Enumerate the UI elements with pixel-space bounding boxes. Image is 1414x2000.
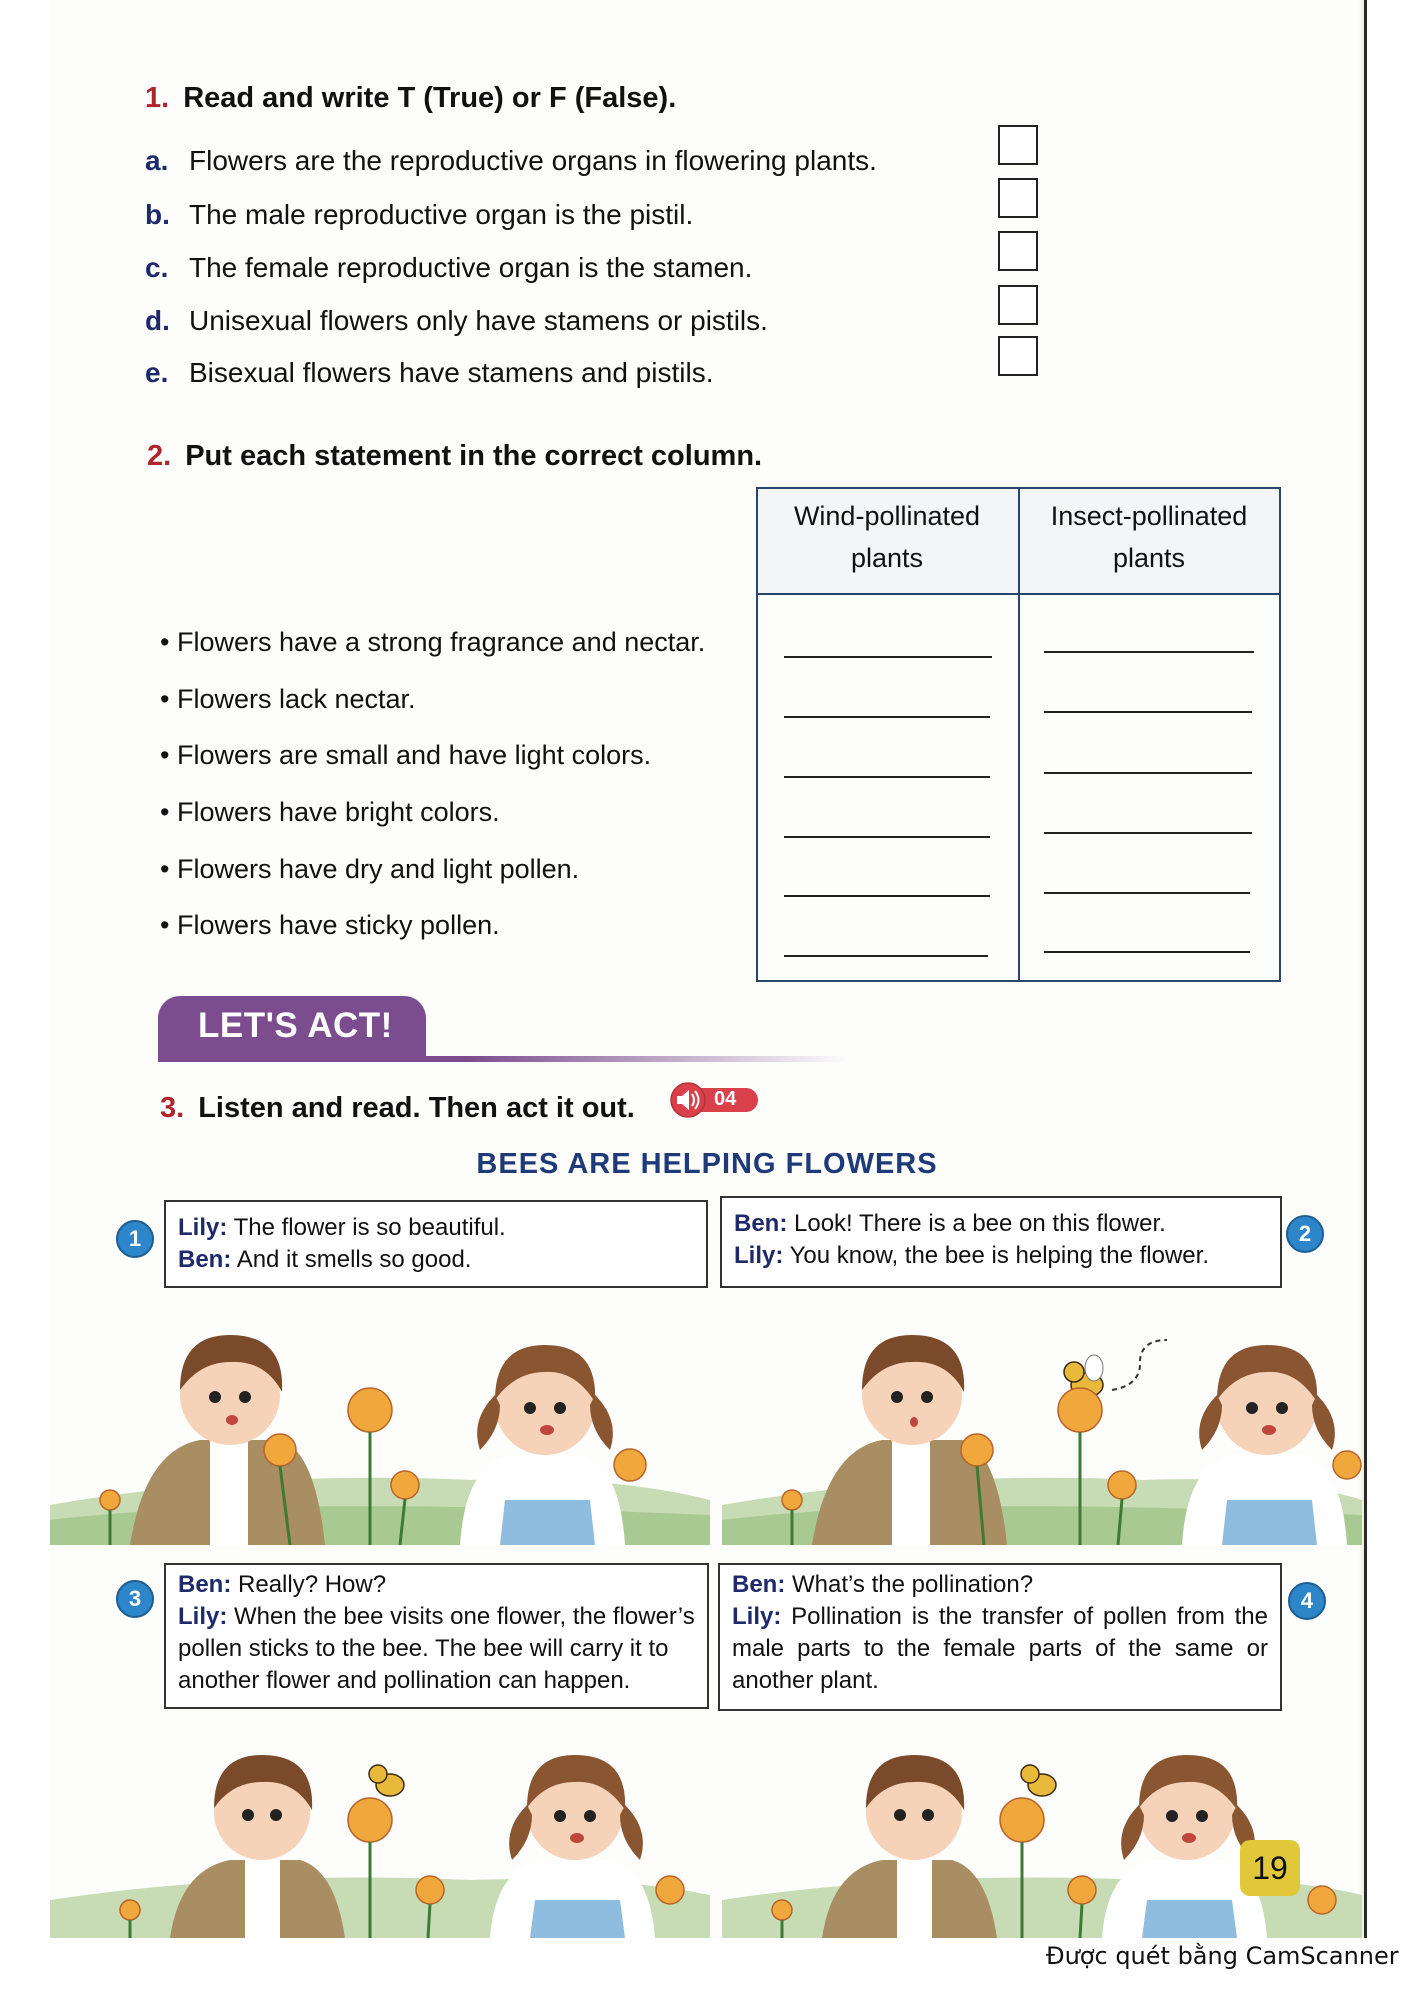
bee-icon [369, 1765, 404, 1796]
exercise-2-instruction: Put each statement in the correct column. [185, 440, 763, 472]
tf-item-e [145, 357, 713, 389]
answer-line-insect-5[interactable] [1044, 892, 1250, 894]
speaker-name: Ben: [178, 1246, 232, 1273]
bullet: • [160, 684, 170, 714]
statement[interactable] [160, 684, 416, 715]
answer-line-insect-2[interactable] [1044, 711, 1252, 713]
audio-track-number: 04 [714, 1088, 737, 1110]
speaker-name: Lily: [178, 1214, 228, 1241]
dialogue-line [734, 1208, 1268, 1240]
item-text: The male reproductive organ is the pistil. [189, 199, 694, 230]
story-title: BEES ARE HELPING FLOWERS [476, 1148, 938, 1180]
children-bee-illustration [722, 1300, 1362, 1545]
statement-text: Flowers are small and have light colors. [176, 740, 652, 770]
answer-line-wind-2[interactable] [784, 716, 990, 718]
bee-icon [1021, 1765, 1056, 1796]
dialogue-line [732, 1601, 1268, 1697]
answer-line-insect-1[interactable] [1044, 651, 1254, 653]
children-flowers-illustration [50, 1300, 710, 1545]
tf-item-a [145, 145, 877, 177]
statement-text: Flowers have dry and light pollen. [176, 854, 580, 884]
section-banner-label: LET'S ACT! [198, 1006, 393, 1045]
statement-text: Flowers have sticky pollen. [176, 910, 500, 940]
column-header-line: plants [850, 543, 924, 573]
illustration-panel-1 [50, 1300, 710, 1545]
item-text: Flowers are the reproductive organs in flowering plants. [189, 145, 877, 176]
dialogue-box-4 [718, 1563, 1282, 1711]
dialogue-line [178, 1601, 695, 1697]
dialogue-text: Pollination is the transfer of pollen from the male parts to the female parts of the same or another plant. [732, 1603, 1268, 1694]
panel-badge-3: 3 [116, 1580, 154, 1618]
panel-badge-4: 4 [1288, 1582, 1326, 1620]
speaker-name: Ben: [178, 1571, 232, 1598]
answer-line-insect-6[interactable] [1044, 951, 1250, 953]
speaker-name: Lily: [734, 1242, 784, 1269]
bullet: • [160, 797, 170, 827]
tf-item-b [145, 199, 693, 231]
speaker-name: Lily: [732, 1603, 782, 1630]
illustration-panel-2 [722, 1300, 1362, 1545]
answer-line-wind-5[interactable] [784, 895, 990, 897]
bullet: • [160, 910, 170, 940]
answer-line-insect-4[interactable] [1044, 832, 1252, 834]
statement[interactable] [160, 854, 579, 885]
statement[interactable] [160, 627, 705, 658]
dialogue-text: When the bee visits one flower, the flower’s pollen sticks to the bee. The bee will carry it to another flower and pollination can happen. [178, 1603, 695, 1694]
speaker-name: Ben: [734, 1210, 788, 1237]
item-letter: b. [145, 199, 170, 230]
dialogue-text: You know, the bee is helping the flower. [783, 1242, 1209, 1269]
sorting-table [756, 487, 1281, 982]
answer-box-d[interactable] [998, 285, 1038, 325]
exercise-1-heading [145, 82, 676, 115]
statement[interactable] [160, 797, 500, 828]
dialogue-text: And it smells so good. [231, 1246, 472, 1273]
answer-line-wind-6[interactable] [784, 955, 988, 957]
column-header-wind [758, 495, 1016, 579]
exercise-1-instruction: Read and write T (True) or F (False). [183, 82, 677, 114]
dialogue-line [732, 1569, 1268, 1601]
column-header-line: Insect-pollinated [1050, 501, 1248, 531]
statement-text: Flowers lack nectar. [176, 684, 416, 714]
bullet: • [160, 854, 170, 884]
answer-box-e[interactable] [998, 336, 1038, 376]
statement[interactable] [160, 740, 651, 771]
column-header-line: Wind-pollinated [793, 501, 981, 531]
exercise-3-instruction: Listen and read. Then act it out. [198, 1092, 635, 1124]
illustration-panel-3 [50, 1720, 710, 1938]
answer-box-a[interactable] [998, 125, 1038, 165]
item-text: The female reproductive organ is the stamen. [189, 252, 753, 283]
page-number: 19 [1240, 1840, 1300, 1896]
dialogue-box-3 [164, 1563, 709, 1709]
section-banner [158, 996, 426, 1062]
item-letter: d. [145, 305, 170, 336]
panel-badge-2: 2 [1286, 1215, 1324, 1253]
exercise-2-number: 2. [147, 440, 172, 472]
column-header-line: plants [1112, 543, 1186, 573]
dialogue-line [178, 1569, 695, 1601]
item-text: Unisexual flowers only have stamens or pistils. [189, 305, 768, 336]
tf-item-c [145, 252, 752, 284]
bullet: • [160, 627, 170, 657]
exercise-3-heading [160, 1092, 635, 1125]
statement-text: Flowers have a strong fragrance and nectar. [176, 627, 706, 657]
tf-item-d [145, 305, 768, 337]
answer-line-wind-4[interactable] [784, 836, 990, 838]
answer-box-c[interactable] [998, 231, 1038, 271]
dialogue-line [734, 1240, 1268, 1272]
illustration-panel-4 [722, 1720, 1362, 1938]
dialogue-line [178, 1244, 694, 1276]
exercise-3-number: 3. [160, 1092, 185, 1124]
dialogue-text: The flower is so beautiful. [227, 1214, 506, 1241]
children-pollination-illustration [722, 1720, 1362, 1938]
answer-line-insect-3[interactable] [1044, 772, 1252, 774]
item-letter: a. [145, 145, 169, 176]
exercise-1-number: 1. [145, 82, 170, 114]
item-text: Bisexual flowers have stamens and pistils. [189, 357, 714, 388]
children-talking-illustration [50, 1720, 710, 1938]
audio-track-button[interactable] [668, 1082, 760, 1118]
column-header-insect [1020, 495, 1278, 579]
statement[interactable] [160, 910, 500, 941]
dialogue-text: Look! There is a bee on this flower. [787, 1210, 1166, 1237]
item-letter: e. [145, 357, 169, 388]
item-letter: c. [145, 252, 169, 283]
scanner-watermark: Được quét bằng CamScanner [1046, 1942, 1399, 1970]
speaker-name: Ben: [732, 1571, 786, 1598]
dialogue-box-1 [164, 1200, 708, 1288]
dialogue-text: What’s the pollination? [785, 1571, 1034, 1598]
answer-box-b[interactable] [998, 178, 1038, 218]
dialogue-text: Really? How? [231, 1571, 387, 1598]
answer-line-wind-1[interactable] [784, 656, 992, 658]
bullet: • [160, 740, 170, 770]
speaker-name: Lily: [178, 1603, 228, 1630]
answer-line-wind-3[interactable] [784, 776, 990, 778]
statement-text: Flowers have bright colors. [176, 797, 500, 827]
dialogue-box-2 [720, 1196, 1282, 1288]
exercise-2-heading [147, 440, 762, 473]
panel-badge-1: 1 [116, 1220, 154, 1258]
dialogue-line [178, 1212, 694, 1244]
